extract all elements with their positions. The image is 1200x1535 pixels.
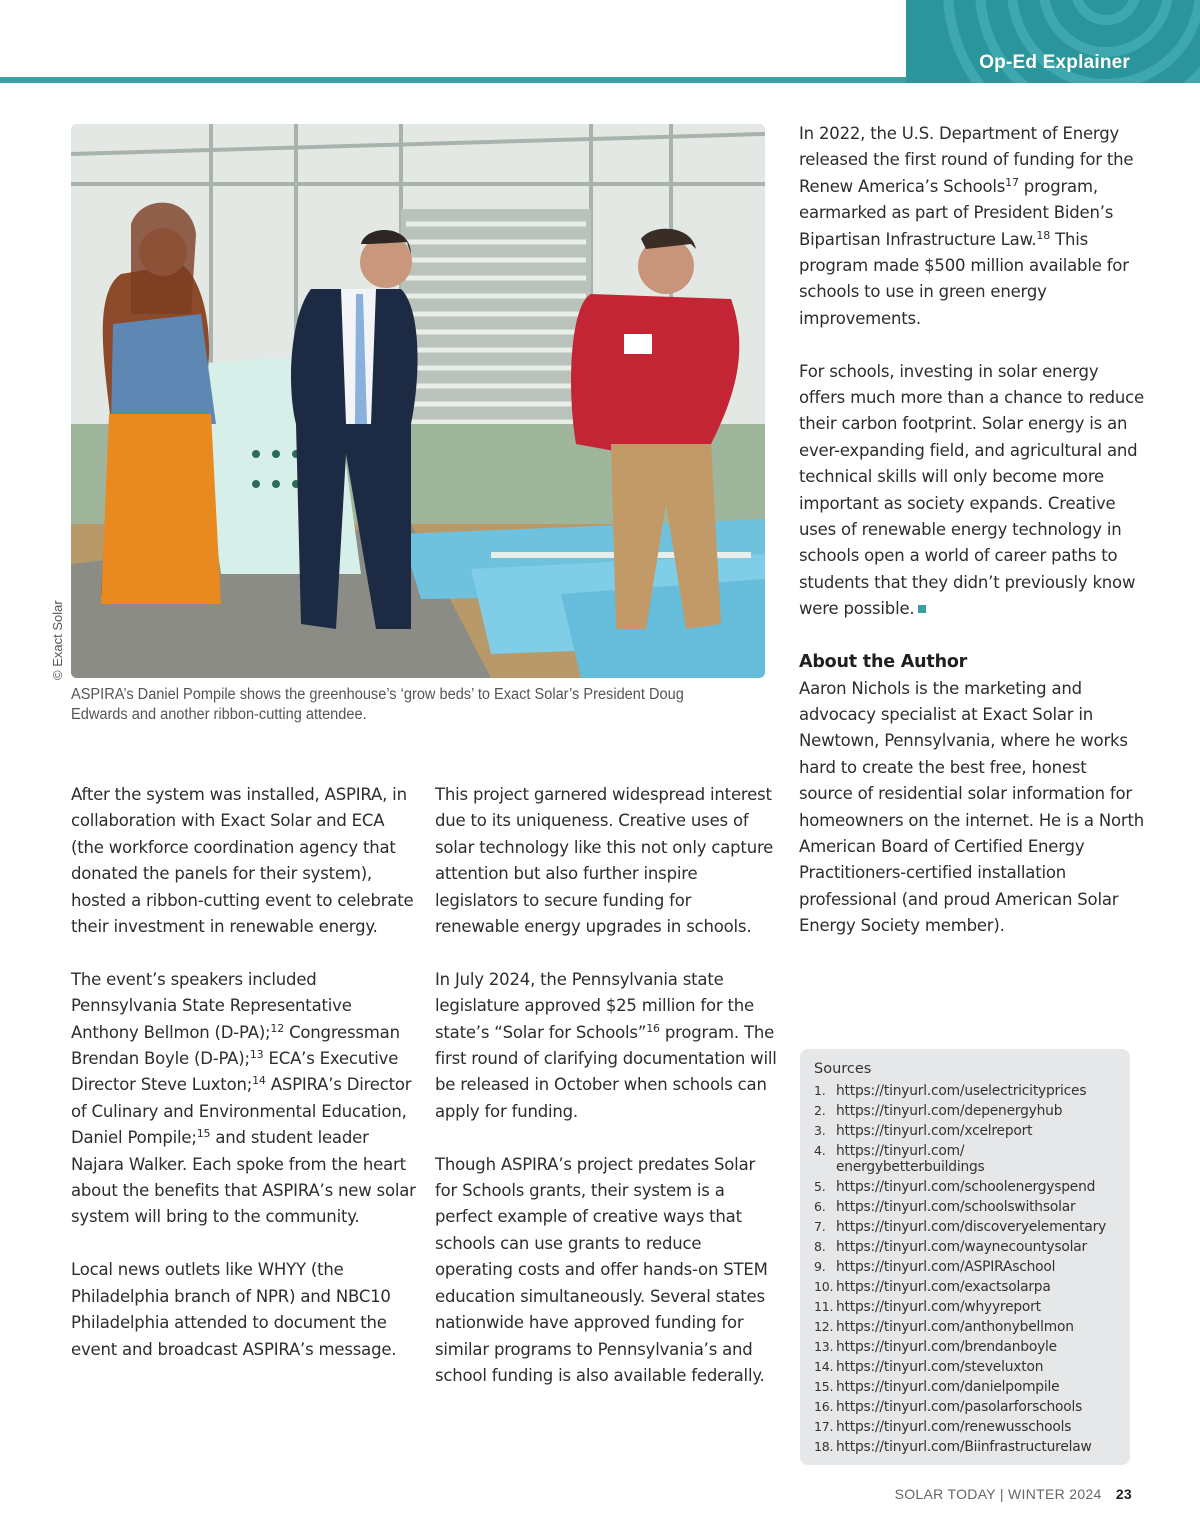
- source-number: 6.: [814, 1199, 826, 1214]
- text-run: ECA’s Executive Director Steve Luxton;: [71, 1049, 399, 1095]
- footnote-ref: 12: [270, 1021, 285, 1035]
- text-run: In July 2024, the Pennsylvania state legislature approved $25 million for the state’s “Solar for Schools”: [435, 969, 754, 1042]
- page-number: 23: [1115, 1486, 1132, 1502]
- source-url[interactable]: https://tinyurl.com/whyyreport: [836, 1299, 1041, 1315]
- source-url[interactable]: https://tinyurl.com/exactsolarpa: [836, 1279, 1051, 1295]
- source-item: [814, 1217, 1116, 1237]
- source-item: [814, 1121, 1116, 1141]
- footnote-ref: 14: [252, 1074, 266, 1088]
- author-heading: About the Author: [799, 652, 968, 673]
- source-number: 16.: [814, 1399, 834, 1414]
- source-number: 7.: [814, 1219, 826, 1234]
- source-url[interactable]: https://tinyurl.com/Biinfrastructurelaw: [836, 1439, 1092, 1455]
- source-item: [814, 1257, 1116, 1277]
- article-column-3: [799, 121, 1144, 966]
- footer-separator: |: [999, 1486, 1004, 1502]
- source-url[interactable]: https://tinyurl.com/schoolswithsolar: [836, 1199, 1076, 1215]
- source-url[interactable]: https://tinyurl.com/danielpompile: [836, 1379, 1060, 1395]
- source-number: 4.: [814, 1143, 826, 1158]
- source-number: 12.: [814, 1319, 834, 1334]
- paragraph: Local news outlets like WHYY (the Philadelphia branch of NPR) and NBC10 Philadelphia attended to document the event and broadcast ASPIRA’s message.: [71, 1260, 397, 1359]
- paragraph: [71, 967, 416, 1231]
- source-item: [814, 1237, 1116, 1257]
- paragraph: [799, 121, 1144, 332]
- paragraph: Though ASPIRA’s project predates Solar for Schools grants, their system is a perfect example of creative ways that schools can use grants to reduce operating costs and offer hands-on STEM education simultaneously. Several states nationwide have approved funding for similar programs to Pennsylvania’s and school funding is also available federally.: [435, 1154, 768, 1385]
- paragraph: This project garnered widespread interest due to its uniqueness. Creative uses of solar technology like this not only capture attention but also further inspire legislators to secure funding for renewable energy upgrades in schools.: [435, 785, 774, 937]
- source-item: [814, 1397, 1116, 1417]
- source-number: 14.: [814, 1359, 834, 1374]
- text-run: ASPIRA’s Director of Culinary and Environmental Education, Daniel Pompile;: [71, 1075, 412, 1148]
- source-url[interactable]: https://tinyurl.com/ASPIRAschool: [836, 1259, 1056, 1275]
- source-url[interactable]: https://tinyurl.com/waynecountysolar: [836, 1239, 1087, 1255]
- article-column-1: [71, 782, 416, 1389]
- sources-title: Sources: [814, 1061, 872, 1077]
- article-column-2: [435, 782, 780, 1416]
- source-number: 8.: [814, 1239, 826, 1254]
- source-item: [814, 1317, 1116, 1337]
- text-run: The event’s speakers included Pennsylvania State Representative Anthony Bellmon (D-PA);: [71, 969, 352, 1042]
- source-item: [814, 1337, 1116, 1357]
- source-url[interactable]: https://tinyurl.com/anthonybellmon: [836, 1319, 1074, 1335]
- text-run: For schools, investing in solar energy offers much more than a chance to reduce their carbon footprint. Solar energy is an ever-expanding field, and agricultural and technical skills will only become more important as society expands. Creative uses of renewable energy technology in schools open a world of career paths to students that they didn’t previously know were possible.: [799, 361, 1144, 619]
- source-url[interactable]: https://tinyurl.com/depenergyhub: [836, 1103, 1063, 1119]
- source-number: 15.: [814, 1379, 834, 1394]
- source-item: [814, 1437, 1116, 1457]
- source-item: [814, 1297, 1116, 1317]
- footnote-ref: 15: [196, 1127, 211, 1141]
- author-bio: Aaron Nichols is the marketing and advocacy specialist at Exact Solar in Newtown, Pennsylvania, where he works hard to create the best free, honest source of residential solar information for homeowners on the internet. He is a North American Board of Certified Energy Practitioners-certified installation professional (and proud American Solar Energy Society member).: [799, 678, 1144, 936]
- footnote-ref: 17: [1005, 175, 1019, 189]
- end-mark-icon: [918, 605, 926, 613]
- source-item: [814, 1357, 1116, 1377]
- footnote-ref: 16: [646, 1021, 660, 1035]
- source-url[interactable]: https://tinyurl.com/steveluxton: [836, 1359, 1044, 1375]
- text-run: Congressman Brendan Boyle (D-PA);: [71, 1022, 400, 1069]
- footnote-ref: 18: [1036, 228, 1051, 242]
- photo-credit: © Exact Solar: [50, 600, 65, 680]
- text-run: and student leader Najara Walker. Each spoke from the heart about the benefits that ASPIRA’s new solar system will bring to the community.: [71, 1128, 416, 1227]
- source-item: [814, 1277, 1116, 1297]
- greenhouse-photo: [71, 124, 765, 678]
- source-number: 2.: [814, 1103, 826, 1118]
- source-url[interactable]: https://tinyurl.com/uselectricityprices: [836, 1083, 1087, 1099]
- source-number: 5.: [814, 1179, 826, 1194]
- source-item: [814, 1417, 1116, 1437]
- source-item: [814, 1377, 1116, 1397]
- paragraph: After the system was installed, ASPIRA, in collaboration with Exact Solar and ECA (the workforce coordination agency that donated the panels for their system), hosted a ribbon-cutting event to celebrate their investment in renewable energy.: [71, 785, 414, 937]
- issue-name: WINTER 2024: [1008, 1486, 1102, 1502]
- sources-list: [814, 1081, 1116, 1457]
- text-run: program. The first round of clarifying documentation will be released in October when schools can apply for funding.: [435, 1022, 777, 1121]
- paragraph: [799, 359, 1144, 623]
- source-number: 18.: [814, 1439, 834, 1454]
- source-url[interactable]: https://tinyurl.com/renewusschools: [836, 1419, 1072, 1435]
- source-number: 11.: [814, 1299, 834, 1314]
- sources-box: [800, 1049, 1130, 1465]
- text-run: This program made $500 million available for schools to use in green energy improvements.: [799, 229, 1129, 328]
- source-number: 13.: [814, 1339, 834, 1354]
- footnote-ref: 13: [249, 1048, 264, 1062]
- source-url[interactable]: https://tinyurl.com/ energybetterbuildings: [836, 1143, 985, 1175]
- source-url[interactable]: https://tinyurl.com/discoveryelementary: [836, 1219, 1107, 1235]
- source-number: 1.: [814, 1083, 826, 1098]
- text-run: In 2022, the U.S. Department of Energy released the first round of funding for the Renew America’s Schools: [799, 124, 1134, 196]
- source-item: [814, 1101, 1116, 1121]
- source-number: 9.: [814, 1259, 826, 1274]
- source-number: 10.: [814, 1279, 834, 1294]
- page-footer: [895, 1486, 1132, 1502]
- source-url[interactable]: https://tinyurl.com/pasolarforschools: [836, 1399, 1083, 1415]
- source-item: [814, 1081, 1116, 1101]
- section-tab: [906, 0, 1200, 83]
- paragraph: [435, 967, 780, 1125]
- source-url[interactable]: https://tinyurl.com/schoolenergyspend: [836, 1179, 1096, 1195]
- source-item: [814, 1197, 1116, 1217]
- source-number: 17.: [814, 1419, 834, 1434]
- text-run: program, earmarked as part of President Biden’s Bipartisan Infrastructure Law.: [799, 176, 1114, 249]
- source-url[interactable]: https://tinyurl.com/xcelreport: [836, 1123, 1033, 1139]
- publication-name: SOLAR TODAY: [894, 1486, 996, 1502]
- source-url[interactable]: https://tinyurl.com/brendanboyle: [836, 1339, 1057, 1355]
- section-label: Op-Ed Explainer: [979, 52, 1130, 73]
- source-item: [814, 1141, 1116, 1177]
- photo-caption: ASPIRA’s Daniel Pompile shows the greenhouse’s ‘grow beds’ to Exact Solar’s President Doug Edwards and another ribbon-cutting attendee.: [71, 686, 684, 723]
- source-item: [814, 1177, 1116, 1197]
- source-number: 3.: [814, 1123, 826, 1138]
